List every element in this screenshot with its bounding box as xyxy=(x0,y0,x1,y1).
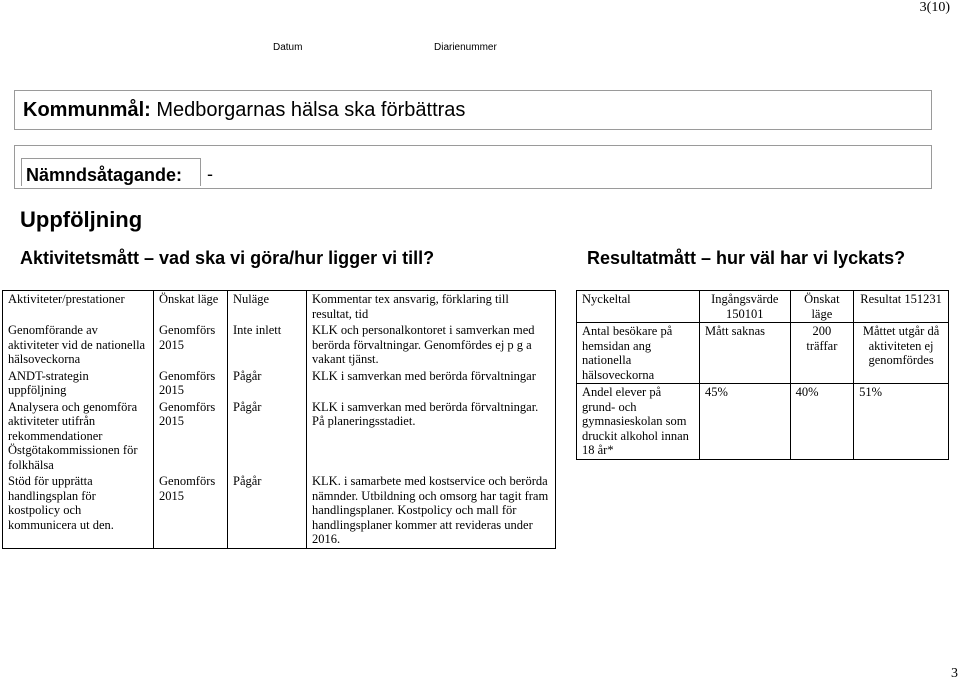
resultatmatt-heading: Resultatmått – hur väl har vi lyckats? xyxy=(587,248,906,268)
cell-aktivitet: Genomförande av aktiviteter vid de nationella hälsoveckorna xyxy=(3,322,154,368)
cell-onskat: Genomförs 2015 xyxy=(154,399,228,474)
cell-nulage: Pågår xyxy=(228,399,307,474)
cell-onskat: 200 träffar xyxy=(790,323,854,384)
header-onskat-lage: Önskat läge xyxy=(790,291,854,323)
cell-nulage: Inte inlett xyxy=(228,322,307,368)
cell-aktivitet: Stöd för upprätta handlingsplan för kostpolicy och kommunicera ut den. xyxy=(3,473,154,548)
cell-nulage: Pågår xyxy=(228,473,307,548)
cell-kommentar: KLK och personalkontoret i samverkan med berörda förvaltningar. Genomfördes ej p g a vakant tjänst. xyxy=(307,322,556,368)
header-resultat: Resultat 151231 xyxy=(854,291,949,323)
cell-nyckeltal: Andel elever på grund- och gymnasieskolan som druckit alkohol innan 18 år* xyxy=(577,384,700,460)
namndatagande-label: Nämndsåtagande: xyxy=(21,158,201,186)
datum-label: Datum xyxy=(273,42,303,53)
cell-ingangsvarde: 45% xyxy=(699,384,790,460)
results-table xyxy=(576,290,949,460)
cell-onskat: Genomförs 2015 xyxy=(154,368,228,399)
table-row xyxy=(3,399,556,474)
table-row xyxy=(3,368,556,399)
header-ingangsvarde: Ingångsvärde 150101 xyxy=(699,291,790,323)
table-row xyxy=(3,473,556,548)
cell-nyckeltal: Antal besökare på hemsidan ang nationella hälsoveckorna xyxy=(577,323,700,384)
header-kommentar-bold: Kommentar xyxy=(312,292,372,306)
table-row xyxy=(577,323,949,384)
aktivitetsmatt-heading: Aktivitetsmått – vad ska vi göra/hur ligger vi till? xyxy=(20,248,435,268)
header-nulage: Nuläge xyxy=(228,291,307,323)
kommunmal-box xyxy=(14,90,932,130)
namndatagande-value: - xyxy=(207,164,213,184)
cell-aktivitet: ANDT-strategin uppföljning xyxy=(3,368,154,399)
namndatagande-box xyxy=(14,145,932,189)
header-nyckeltal: Nyckeltal xyxy=(577,291,700,323)
uppfoljning-title: Uppföljning xyxy=(20,207,143,232)
cell-onskat: Genomförs 2015 xyxy=(154,473,228,548)
header-kommentar-rest: tex ansvarig, förklaring till resultat, tid xyxy=(312,292,509,321)
kommunmal-label: Kommunmål: xyxy=(23,99,151,121)
activities-header-row xyxy=(3,291,556,323)
cell-aktivitet: Analysera och genomföra aktiviteter utifrån rekommendationer Östgötakommissionen för folkhälsa xyxy=(3,399,154,474)
header-aktiviteter: Aktiviteter/prestationer xyxy=(3,291,154,323)
cell-nulage: Pågår xyxy=(228,368,307,399)
kommunmal-text: Medborgarnas hälsa ska förbättras xyxy=(150,99,466,121)
header-onskat-lage: Önskat läge xyxy=(154,291,228,323)
cell-onskat: 40% xyxy=(790,384,854,460)
table-row xyxy=(577,384,949,460)
cell-onskat: Genomförs 2015 xyxy=(154,322,228,368)
diarienummer-label: Diarienummer xyxy=(434,42,497,53)
cell-kommentar: KLK. i samarbete med kostservice och berörda nämnder. Utbildning och omsorg har tagit fram handlingsplaner. Kostpolicy och mall för handlingsplaner kommer att revideras under 2016. xyxy=(307,473,556,548)
cell-kommentar: KLK i samverkan med berörda förvaltningar. På planeringsstadiet. xyxy=(307,399,556,474)
table-row xyxy=(3,322,556,368)
cell-resultat: Måttet utgår då aktiviteten ej genomfördes xyxy=(854,323,949,384)
page-number: 3(10) xyxy=(919,0,950,15)
results-header-row xyxy=(577,291,949,323)
header-kommentar xyxy=(307,291,556,323)
activities-table xyxy=(2,290,556,549)
cell-kommentar: KLK i samverkan med berörda förvaltningar xyxy=(307,368,556,399)
cell-resultat: 51% xyxy=(854,384,949,460)
footer-page-number: 3 xyxy=(951,666,958,681)
cell-ingangsvarde: Mått saknas xyxy=(699,323,790,384)
